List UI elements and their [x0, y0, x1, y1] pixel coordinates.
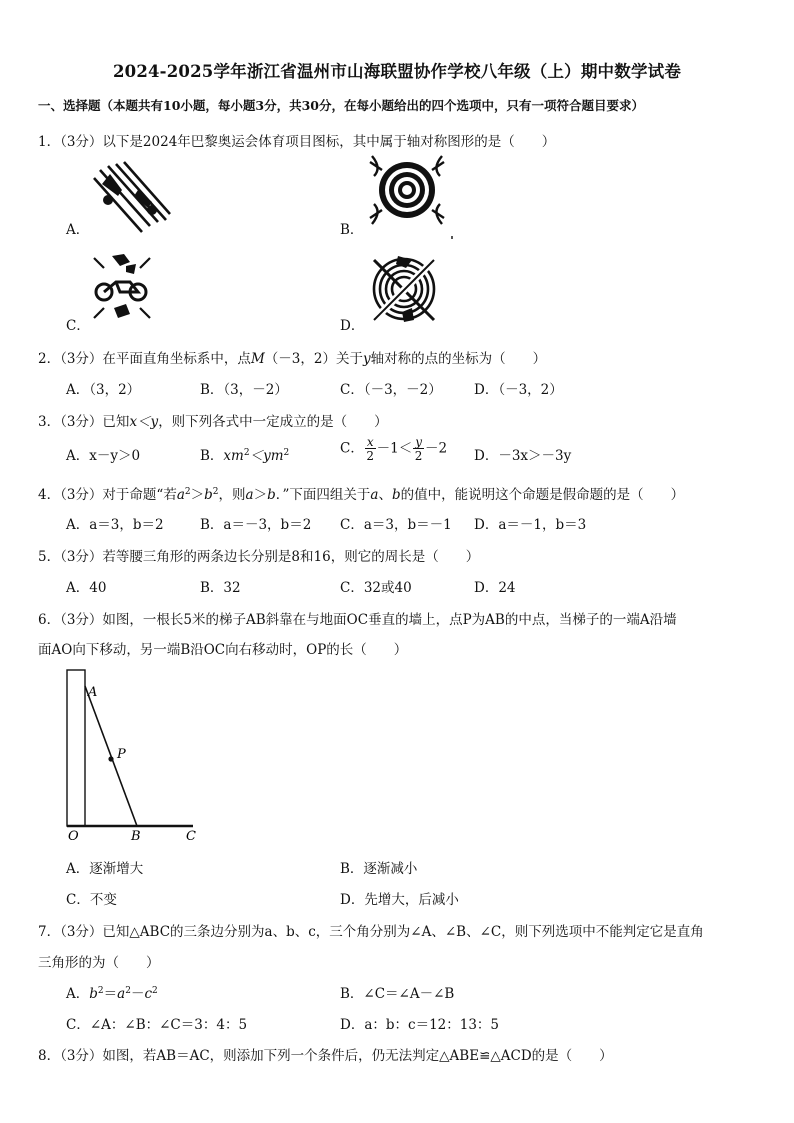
q1-option-a-label: A．: [66, 222, 90, 238]
q2-option-d[interactable]: D．（－3，2）: [474, 382, 563, 398]
q6-option-a[interactable]: A．逐渐增大: [66, 861, 144, 877]
q4-option-c[interactable]: C．a＝3，b＝－1: [340, 517, 452, 533]
ladder-line: [85, 686, 137, 826]
q2-option-c[interactable]: C．（－3，－2）: [340, 382, 442, 398]
q1-option-d-label: D．: [340, 318, 365, 334]
question-8-stem: 8．（3分）如图，若AB＝AC，则添加下列一个条件后，仍无法判定△ABE≌△ACD的是（ ）: [38, 1048, 613, 1064]
label-b: B: [131, 829, 141, 844]
q2-option-a[interactable]: A．（3，2）: [66, 382, 141, 398]
q1-option-c-label: C．: [66, 318, 90, 334]
skateboarding-icon: [368, 252, 440, 326]
q6-option-d[interactable]: D．先增大，后减小: [340, 892, 459, 908]
label-a: A: [88, 685, 98, 700]
midpoint-p: [108, 756, 113, 761]
q4-option-b[interactable]: B．a＝－3，b＝2: [200, 517, 312, 533]
q4-option-d[interactable]: D．a＝－1，b＝3: [474, 517, 587, 533]
wall: [67, 670, 85, 826]
label-c: C: [186, 829, 196, 844]
q7-option-b[interactable]: B．∠C＝∠A－∠B: [340, 986, 455, 1002]
q6-option-c[interactable]: C．不变: [66, 892, 117, 908]
question-3-stem: 3．（3分）已知x＜y，则下列各式中一定成立的是（ ）: [38, 414, 388, 430]
q7-option-d[interactable]: D．a：b：c＝12：13：5: [340, 1017, 500, 1033]
q5-option-a[interactable]: A．40: [66, 580, 107, 596]
question-4-stem: 4．（3分）对于命题“若$a^2>b^2$，则a＞b．”下面四组关于a、b的值中，能说明这个命题是假命题的是（ ）: [38, 487, 685, 503]
question-2-stem: 2．（3分）在平面直角坐标系中，点M（－3，2）关于y轴对称的点的坐标为（ ）: [38, 351, 547, 367]
q1-option-b-label: B．: [340, 222, 364, 238]
q5-option-d[interactable]: D．24: [474, 580, 516, 596]
label-o: O: [68, 829, 79, 844]
label-p: P: [117, 747, 126, 762]
bmx-cycling-icon: [90, 252, 154, 324]
q5-option-c[interactable]: C．32或40: [340, 580, 412, 596]
q7-option-c[interactable]: C．∠A：∠B：∠C＝3：4：5: [66, 1017, 248, 1033]
page-title: 2024-2025学年浙江省温州市山海联盟协作学校八年级（上）期中数学试卷: [112, 62, 682, 81]
ladder-figure: [60, 666, 210, 844]
stray-mark: [451, 236, 453, 239]
archery-icon: [368, 152, 446, 228]
badminton-icon: [90, 160, 170, 235]
q7-option-a[interactable]: A．$b^2=a^2-c^2$: [66, 986, 158, 1002]
question-7-line-2: 三角形的为（ ）: [38, 955, 160, 971]
q3-option-c[interactable]: C． $\frac{x}{2}$ －1＜ $\frac{y}{2}$ －2: [340, 435, 448, 463]
q5-option-b[interactable]: B．32: [200, 580, 241, 596]
q3-option-b[interactable]: B．$xm^2<ym^2$: [200, 448, 290, 464]
q6-option-b[interactable]: B．逐渐减小: [340, 861, 418, 877]
question-6-line-2: 面AO向下移动，另一端B沿OC向右移动时，OP的长（ ）: [38, 642, 408, 658]
question-7-line-1: 7．（3分）已知△ABC的三条边分别为a、b、c，三个角分别为∠A、∠B、∠C，则下列选项中不能判定它是直角: [38, 924, 704, 940]
q3-option-d[interactable]: D．－3x＞－3y: [474, 448, 572, 464]
question-6-line-1: 6．（3分）如图，一根长5米的梯子AB斜靠在与地面OC垂直的墙上，点P为AB的中点，当梯子的一端A沿墙: [38, 612, 677, 628]
section-heading: 一、选择题（本题共有10小题，每小题3分，共30分，在每小题给出的四个选项中，只有一项符合题目要求）: [38, 98, 644, 113]
q4-option-a[interactable]: A．a＝3，b＝2: [66, 517, 164, 533]
q2-option-b[interactable]: B．（3，－2）: [200, 382, 288, 398]
question-1-stem: 1．（3分）以下是2024年巴黎奥运会体育项目图标，其中属于轴对称图形的是（ ）: [38, 134, 556, 150]
q3-option-a[interactable]: A．x－y＞0: [66, 448, 141, 464]
question-5-stem: 5．（3分）若等腰三角形的两条边长分别是8和16，则它的周长是（ ）: [38, 549, 480, 565]
